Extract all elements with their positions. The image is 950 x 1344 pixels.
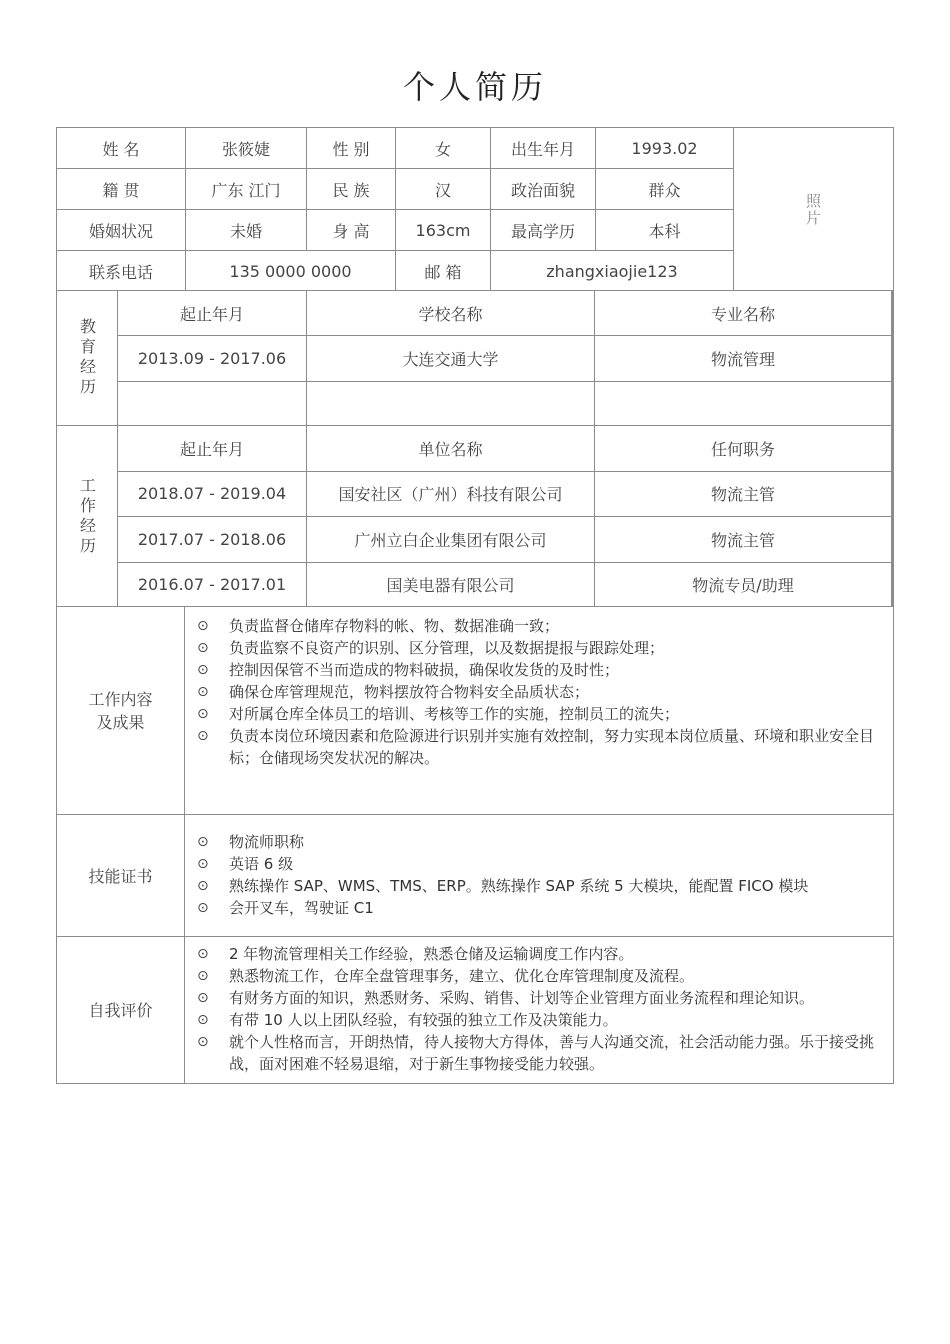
- bullet-icon: ⊙: [197, 1012, 209, 1028]
- edu-row-major: 物流管理: [595, 336, 891, 380]
- work-row-period: 2018.07 - 2019.04: [118, 472, 306, 517]
- basic-info-table: [56, 127, 894, 292]
- work-table: [56, 425, 894, 608]
- bullet-icon: ⊙: [197, 640, 209, 656]
- bullet-icon: ⊙: [197, 900, 209, 916]
- education-side-label: 教育经历: [57, 291, 117, 426]
- work-row-company: 国安社区（广州）科技有限公司: [307, 472, 594, 517]
- bullet-icon: ⊙: [197, 968, 209, 984]
- bullet-icon: ⊙: [197, 1034, 209, 1050]
- edu-header-major: 专业名称: [595, 291, 891, 335]
- edu-row-school: 大连交通大学: [307, 336, 594, 380]
- education-table: [56, 290, 894, 427]
- self-evaluation-list: [185, 937, 893, 1083]
- skills-label: 技能证书: [57, 815, 184, 937]
- birth-value: 1993.02: [596, 128, 733, 168]
- edu-header-period: 起止年月: [118, 291, 306, 335]
- list-item: ⊙ 会开叉车，驾驶证 C1: [197, 899, 374, 917]
- bullet-icon: ⊙: [197, 662, 209, 678]
- native-value: 广东 江门: [186, 169, 306, 209]
- edu-row-period: [118, 382, 306, 426]
- list-item: ⊙ 熟悉物流工作，仓库全盘管理事务，建立、优化仓库管理制度及流程。: [197, 967, 695, 985]
- edu-header-school: 学校名称: [307, 291, 594, 335]
- work-content-list: [185, 607, 893, 815]
- self-evaluation-label: 自我评价: [57, 937, 184, 1083]
- education-level-label: 最高学历: [491, 210, 595, 250]
- work-content-label: 工作内容 及成果: [57, 607, 184, 815]
- marital-label: 婚姻状况: [57, 210, 185, 250]
- email-label: 邮 箱: [396, 251, 490, 291]
- work-content-section: [56, 606, 894, 816]
- work-row-company: 广州立白企业集团有限公司: [307, 517, 594, 562]
- work-row-company: 国美电器有限公司: [307, 563, 594, 608]
- list-item: ⊙ 对所属仓库全体员工的培训、考核等工作的实施，控制员工的流失；: [197, 705, 680, 723]
- bullet-icon: ⊙: [197, 706, 209, 722]
- work-row-position: 物流专员/助理: [595, 563, 891, 608]
- ethnic-label: 民 族: [307, 169, 395, 209]
- bullet-icon: ⊙: [197, 684, 209, 700]
- gender-label: 性 别: [307, 128, 395, 168]
- political-label: 政治面貌: [491, 169, 595, 209]
- bullet-icon: ⊙: [197, 856, 209, 872]
- work-row-period: 2016.07 - 2017.01: [118, 563, 306, 608]
- name-value: 张筱婕: [186, 128, 306, 168]
- height-label: 身 高: [307, 210, 395, 250]
- gender-value: 女: [396, 128, 490, 168]
- bullet-icon: ⊙: [197, 878, 209, 894]
- photo-placeholder: 照片: [734, 128, 893, 291]
- self-evaluation-section: [56, 936, 894, 1084]
- list-item: ⊙ 英语 6 级: [197, 855, 294, 873]
- work-header-position: 任何职务: [595, 426, 891, 471]
- birth-label: 出生年月: [491, 128, 595, 168]
- list-item: ⊙ 控制因保管不当而造成的物料破损，确保收发货的及时性；: [197, 661, 620, 679]
- height-value: 163cm: [396, 210, 490, 250]
- work-row-period: 2017.07 - 2018.06: [118, 517, 306, 562]
- bullet-icon: ⊙: [197, 990, 209, 1006]
- work-header-company: 单位名称: [307, 426, 594, 471]
- skills-list: [185, 815, 893, 937]
- resume-title: 个人简历: [402, 68, 547, 106]
- list-item: ⊙ 确保仓库管理规范，物料摆放符合物料安全品质状态；: [197, 683, 590, 701]
- marital-value: 未婚: [186, 210, 306, 250]
- list-item: ⊙ 熟练操作 SAP、WMS、TMS、ERP。熟练操作 SAP 系统 5 大模块，能配置 FICO 模块: [197, 877, 809, 895]
- list-item: ⊙ 物流师职称: [197, 833, 305, 851]
- political-value: 群众: [596, 169, 733, 209]
- bullet-icon: ⊙: [197, 618, 209, 634]
- name-label: 姓 名: [57, 128, 185, 168]
- education-level-value: 本科: [596, 210, 733, 250]
- list-item: ⊙ 有财务方面的知识，熟悉财务、采购、销售、计划等企业管理方面业务流程和理论知识。: [197, 989, 815, 1007]
- work-row-position: 物流主管: [595, 517, 891, 562]
- edu-row-major: [595, 382, 891, 426]
- native-label: 籍 贯: [57, 169, 185, 209]
- ethnic-value: 汉: [396, 169, 490, 209]
- phone-label: 联系电话: [57, 251, 185, 291]
- skills-section: [56, 814, 894, 938]
- work-header-period: 起止年月: [118, 426, 306, 471]
- edu-row-school: [307, 382, 594, 426]
- bullet-icon: ⊙: [197, 946, 209, 962]
- work-side-label: 工作经历: [57, 426, 117, 607]
- email-value: zhangxiaojie123: [491, 251, 733, 291]
- bullet-icon: ⊙: [197, 834, 209, 850]
- list-item: ⊙ 就个人性格而言，开朗热情，待人接物大方得体，善与人沟通交流，社会活动能力强。乐于接受挑战，面对困难不轻易退缩，对于新生事物接受能力较强。: [197, 1033, 875, 1073]
- list-item: ⊙ 2 年物流管理相关工作经验，熟悉仓储及运输调度工作内容。: [197, 945, 634, 963]
- list-item: ⊙ 有带 10 人以上团队经验，有较强的独立工作及决策能力。: [197, 1011, 618, 1029]
- bullet-icon: ⊙: [197, 728, 209, 744]
- list-item: ⊙ 负责监督仓储库存物料的帐、物、数据准确一致；: [197, 617, 560, 635]
- phone-value: 135 0000 0000: [186, 251, 395, 291]
- list-item: ⊙ 负责监察不良资产的识别、区分管理，以及数据提报与跟踪处理；: [197, 639, 665, 657]
- work-row-position: 物流主管: [595, 472, 891, 517]
- list-item: ⊙ 负责本岗位环境因素和危险源进行识别并实施有效控制，努力实现本岗位质量、环境和职业安全目标；仓储现场突发状况的解决。: [197, 727, 875, 767]
- edu-row-period: 2013.09 - 2017.06: [118, 336, 306, 380]
